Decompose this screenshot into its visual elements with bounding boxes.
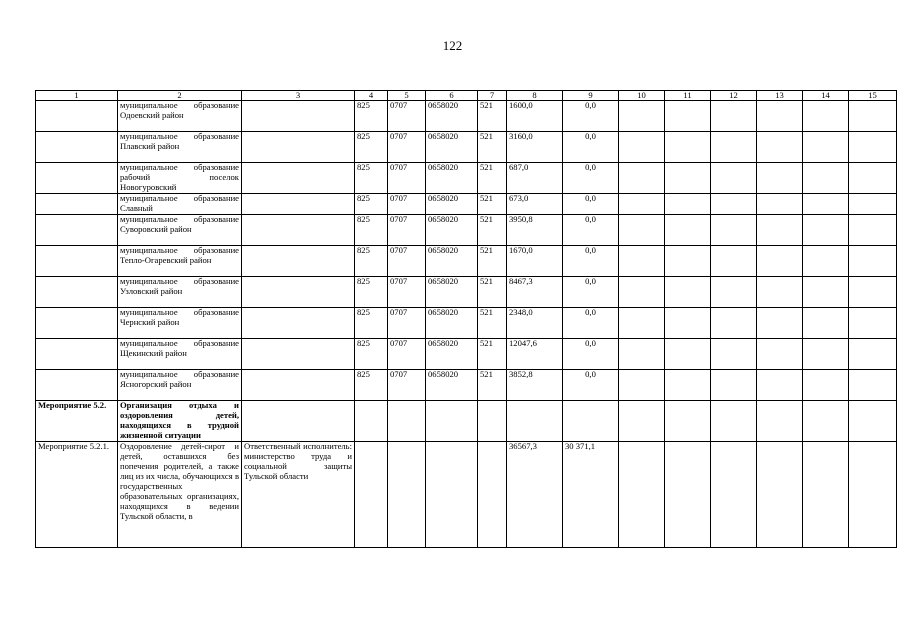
table-cell bbox=[757, 132, 803, 163]
code-grbs: 825 bbox=[355, 194, 388, 215]
table-cell bbox=[849, 214, 897, 245]
municipality-name: муниципальное образование Щекинский район bbox=[118, 338, 242, 369]
responsible bbox=[242, 276, 355, 307]
header-cell: 5 bbox=[388, 91, 426, 101]
table-cell bbox=[619, 194, 665, 215]
code-target: 0658020 bbox=[426, 163, 478, 194]
amount-col-9: 0,0 bbox=[563, 338, 619, 369]
table-cell bbox=[711, 132, 757, 163]
table-cell bbox=[619, 214, 665, 245]
table-header bbox=[36, 91, 897, 101]
table-cell bbox=[803, 400, 849, 441]
row-label bbox=[36, 307, 118, 338]
code-grbs: 825 bbox=[355, 132, 388, 163]
code-section: 0707 bbox=[388, 101, 426, 132]
responsible-executor: Ответственный исполнитель: министерство труда и социальной защиты Тульской области bbox=[242, 441, 355, 547]
budget-table bbox=[35, 90, 897, 548]
table-cell bbox=[619, 400, 665, 441]
municipality-name: муниципальное образование Тепло-Огаревский район bbox=[118, 245, 242, 276]
code-target: 0658020 bbox=[426, 369, 478, 400]
table-cell bbox=[849, 400, 897, 441]
table-cell bbox=[757, 101, 803, 132]
table-cell bbox=[563, 400, 619, 441]
amount-col-9: 0,0 bbox=[563, 194, 619, 215]
code-grbs: 825 bbox=[355, 369, 388, 400]
amount-col-9: 0,0 bbox=[563, 101, 619, 132]
municipality-name: муниципальное образование Славный bbox=[118, 194, 242, 215]
table-cell bbox=[619, 369, 665, 400]
header-cell: 12 bbox=[711, 91, 757, 101]
table-cell bbox=[355, 441, 388, 547]
table-cell bbox=[757, 245, 803, 276]
code-section: 0707 bbox=[388, 214, 426, 245]
table-cell bbox=[665, 132, 711, 163]
table-cell bbox=[665, 163, 711, 194]
amount-col-8: 673,0 bbox=[507, 194, 563, 215]
table-cell bbox=[803, 132, 849, 163]
event-label: Мероприятие 5.2. bbox=[36, 400, 118, 441]
header-cell: 7 bbox=[478, 91, 507, 101]
table-cell bbox=[757, 307, 803, 338]
table-cell bbox=[711, 338, 757, 369]
amount-col-8: 3160,0 bbox=[507, 132, 563, 163]
table-cell bbox=[355, 400, 388, 441]
row-label bbox=[36, 101, 118, 132]
row-label bbox=[36, 163, 118, 194]
amount-col-9: 0,0 bbox=[563, 132, 619, 163]
table-cell bbox=[665, 194, 711, 215]
table-cell bbox=[757, 400, 803, 441]
responsible bbox=[242, 163, 355, 194]
amount-col-9: 0,0 bbox=[563, 307, 619, 338]
table-cell bbox=[711, 245, 757, 276]
code-section: 0707 bbox=[388, 245, 426, 276]
code-section: 0707 bbox=[388, 132, 426, 163]
header-cell: 1 bbox=[36, 91, 118, 101]
code-section: 0707 bbox=[388, 369, 426, 400]
code-target: 0658020 bbox=[426, 276, 478, 307]
municipality-name: муниципальное образование Узловский район bbox=[118, 276, 242, 307]
code-grbs: 825 bbox=[355, 276, 388, 307]
table-cell bbox=[388, 400, 426, 441]
code-grbs: 825 bbox=[355, 307, 388, 338]
amount-col-8: 12047,6 bbox=[507, 338, 563, 369]
code-type: 521 bbox=[478, 163, 507, 194]
amount-col-8: 687,0 bbox=[507, 163, 563, 194]
table-cell bbox=[388, 441, 426, 547]
table-cell bbox=[849, 163, 897, 194]
table-cell bbox=[426, 441, 478, 547]
code-section: 0707 bbox=[388, 338, 426, 369]
code-target: 0658020 bbox=[426, 101, 478, 132]
code-target: 0658020 bbox=[426, 194, 478, 215]
table-cell bbox=[711, 369, 757, 400]
table-cell bbox=[849, 132, 897, 163]
header-cell: 4 bbox=[355, 91, 388, 101]
municipality-name: муниципальное образование Ясногорский район bbox=[118, 369, 242, 400]
header-cell: 10 bbox=[619, 91, 665, 101]
amount-col-8: 1600,0 bbox=[507, 101, 563, 132]
table-row bbox=[36, 101, 897, 132]
row-label bbox=[36, 276, 118, 307]
code-target: 0658020 bbox=[426, 338, 478, 369]
amount-col-9: 0,0 bbox=[563, 214, 619, 245]
table-cell bbox=[849, 307, 897, 338]
table-cell bbox=[711, 163, 757, 194]
table-cell bbox=[619, 245, 665, 276]
row-label bbox=[36, 132, 118, 163]
table-cell bbox=[619, 163, 665, 194]
table-cell bbox=[711, 441, 757, 547]
code-section: 0707 bbox=[388, 307, 426, 338]
table-cell bbox=[849, 101, 897, 132]
row-label bbox=[36, 369, 118, 400]
table-cell bbox=[665, 400, 711, 441]
table-cell bbox=[803, 307, 849, 338]
event-description: Оздоровление детей-сирот и детей, оставшихся без попечения родителей, а также лиц из их числа, обучающихся в государственных образовательных организациях, находящихся в ведении Тульской области, в bbox=[118, 441, 242, 547]
code-section: 0707 bbox=[388, 194, 426, 215]
table-cell bbox=[757, 369, 803, 400]
row-label bbox=[36, 338, 118, 369]
code-type: 521 bbox=[478, 214, 507, 245]
table-row bbox=[36, 307, 897, 338]
table-cell bbox=[242, 400, 355, 441]
amount-col-8: 8467,3 bbox=[507, 276, 563, 307]
table-cell bbox=[665, 276, 711, 307]
table-cell bbox=[665, 214, 711, 245]
responsible bbox=[242, 369, 355, 400]
code-grbs: 825 bbox=[355, 163, 388, 194]
table-cell bbox=[757, 338, 803, 369]
table-cell bbox=[619, 101, 665, 132]
code-target: 0658020 bbox=[426, 245, 478, 276]
table-cell bbox=[478, 441, 507, 547]
amount-col-8: 3950,8 bbox=[507, 214, 563, 245]
code-target: 0658020 bbox=[426, 132, 478, 163]
table-cell bbox=[803, 214, 849, 245]
table-cell bbox=[849, 338, 897, 369]
responsible bbox=[242, 101, 355, 132]
responsible bbox=[242, 194, 355, 215]
table-cell bbox=[757, 194, 803, 215]
table-cell bbox=[803, 441, 849, 547]
table-row-event-5-2-1 bbox=[36, 441, 897, 547]
table-row bbox=[36, 276, 897, 307]
amount-col-8: 1670,0 bbox=[507, 245, 563, 276]
table-cell bbox=[665, 441, 711, 547]
amount-col-9: 0,0 bbox=[563, 276, 619, 307]
page-number: 122 bbox=[442, 38, 463, 53]
municipality-name: муниципальное образование Чернский район bbox=[118, 307, 242, 338]
code-type: 521 bbox=[478, 132, 507, 163]
header-cell: 6 bbox=[426, 91, 478, 101]
amount-col-9: 30 371,1 bbox=[563, 441, 619, 547]
amount-col-8: 36567,3 bbox=[507, 441, 563, 547]
amount-col-9: 0,0 bbox=[563, 369, 619, 400]
code-type: 521 bbox=[478, 369, 507, 400]
code-type: 521 bbox=[478, 276, 507, 307]
table-cell bbox=[711, 276, 757, 307]
municipality-name: муниципальное образование Одоевский район bbox=[118, 101, 242, 132]
header-cell: 3 bbox=[242, 91, 355, 101]
table-row bbox=[36, 338, 897, 369]
responsible bbox=[242, 245, 355, 276]
table-cell bbox=[711, 400, 757, 441]
table-cell bbox=[849, 194, 897, 215]
table-cell bbox=[757, 441, 803, 547]
event-description: Организация отдыха и оздоровления детей, находящихся в трудной жизненной ситуации bbox=[118, 400, 242, 441]
table-cell bbox=[803, 245, 849, 276]
table-cell bbox=[711, 101, 757, 132]
table-cell bbox=[803, 276, 849, 307]
code-type: 521 bbox=[478, 338, 507, 369]
table-cell bbox=[803, 163, 849, 194]
row-label bbox=[36, 214, 118, 245]
table-cell bbox=[803, 369, 849, 400]
municipality-name: муниципальное образование Плавский район bbox=[118, 132, 242, 163]
table-cell bbox=[757, 214, 803, 245]
row-label bbox=[36, 245, 118, 276]
amount-col-8: 2348,0 bbox=[507, 307, 563, 338]
table-cell bbox=[757, 276, 803, 307]
table-cell bbox=[849, 441, 897, 547]
code-type: 521 bbox=[478, 101, 507, 132]
table-cell bbox=[803, 194, 849, 215]
table-cell bbox=[665, 101, 711, 132]
table-cell bbox=[665, 245, 711, 276]
table-cell bbox=[507, 400, 563, 441]
table-cell bbox=[478, 400, 507, 441]
municipality-name: муниципальное образование рабочий поселок Новогуровский bbox=[118, 163, 242, 194]
table-row bbox=[36, 163, 897, 194]
table-cell bbox=[711, 194, 757, 215]
table-cell bbox=[665, 369, 711, 400]
table-cell bbox=[665, 307, 711, 338]
table-cell bbox=[426, 400, 478, 441]
code-grbs: 825 bbox=[355, 101, 388, 132]
table-cell bbox=[619, 441, 665, 547]
row-label bbox=[36, 194, 118, 215]
table-row bbox=[36, 194, 897, 215]
table-cell bbox=[665, 338, 711, 369]
amount-col-8: 3852,8 bbox=[507, 369, 563, 400]
responsible bbox=[242, 307, 355, 338]
header-cell: 13 bbox=[757, 91, 803, 101]
table-cell bbox=[803, 101, 849, 132]
code-target: 0658020 bbox=[426, 214, 478, 245]
header-cell: 8 bbox=[507, 91, 563, 101]
code-grbs: 825 bbox=[355, 214, 388, 245]
table-body bbox=[36, 101, 897, 548]
code-section: 0707 bbox=[388, 163, 426, 194]
table-row-event-5-2 bbox=[36, 400, 897, 441]
amount-col-9: 0,0 bbox=[563, 245, 619, 276]
table-row bbox=[36, 369, 897, 400]
code-section: 0707 bbox=[388, 276, 426, 307]
table-row bbox=[36, 132, 897, 163]
responsible bbox=[242, 338, 355, 369]
event-label: Мероприятие 5.2.1. bbox=[36, 441, 118, 547]
code-type: 521 bbox=[478, 194, 507, 215]
table-cell bbox=[711, 307, 757, 338]
table-cell bbox=[711, 214, 757, 245]
code-type: 521 bbox=[478, 245, 507, 276]
table-row bbox=[36, 214, 897, 245]
table-cell bbox=[619, 276, 665, 307]
table-cell bbox=[757, 163, 803, 194]
amount-col-9: 0,0 bbox=[563, 163, 619, 194]
header-cell: 14 bbox=[803, 91, 849, 101]
header-cell: 15 bbox=[849, 91, 897, 101]
table-cell bbox=[849, 369, 897, 400]
table-cell bbox=[619, 338, 665, 369]
code-target: 0658020 bbox=[426, 307, 478, 338]
code-type: 521 bbox=[478, 307, 507, 338]
table-cell bbox=[849, 276, 897, 307]
code-grbs: 825 bbox=[355, 338, 388, 369]
header-cell: 9 bbox=[563, 91, 619, 101]
table-cell bbox=[803, 338, 849, 369]
header-cell: 2 bbox=[118, 91, 242, 101]
responsible bbox=[242, 214, 355, 245]
code-grbs: 825 bbox=[355, 245, 388, 276]
table-cell bbox=[619, 307, 665, 338]
table-row bbox=[36, 245, 897, 276]
header-cell: 11 bbox=[665, 91, 711, 101]
municipality-name: муниципальное образование Суворовский район bbox=[118, 214, 242, 245]
table-cell bbox=[849, 245, 897, 276]
table-cell bbox=[619, 132, 665, 163]
responsible bbox=[242, 132, 355, 163]
